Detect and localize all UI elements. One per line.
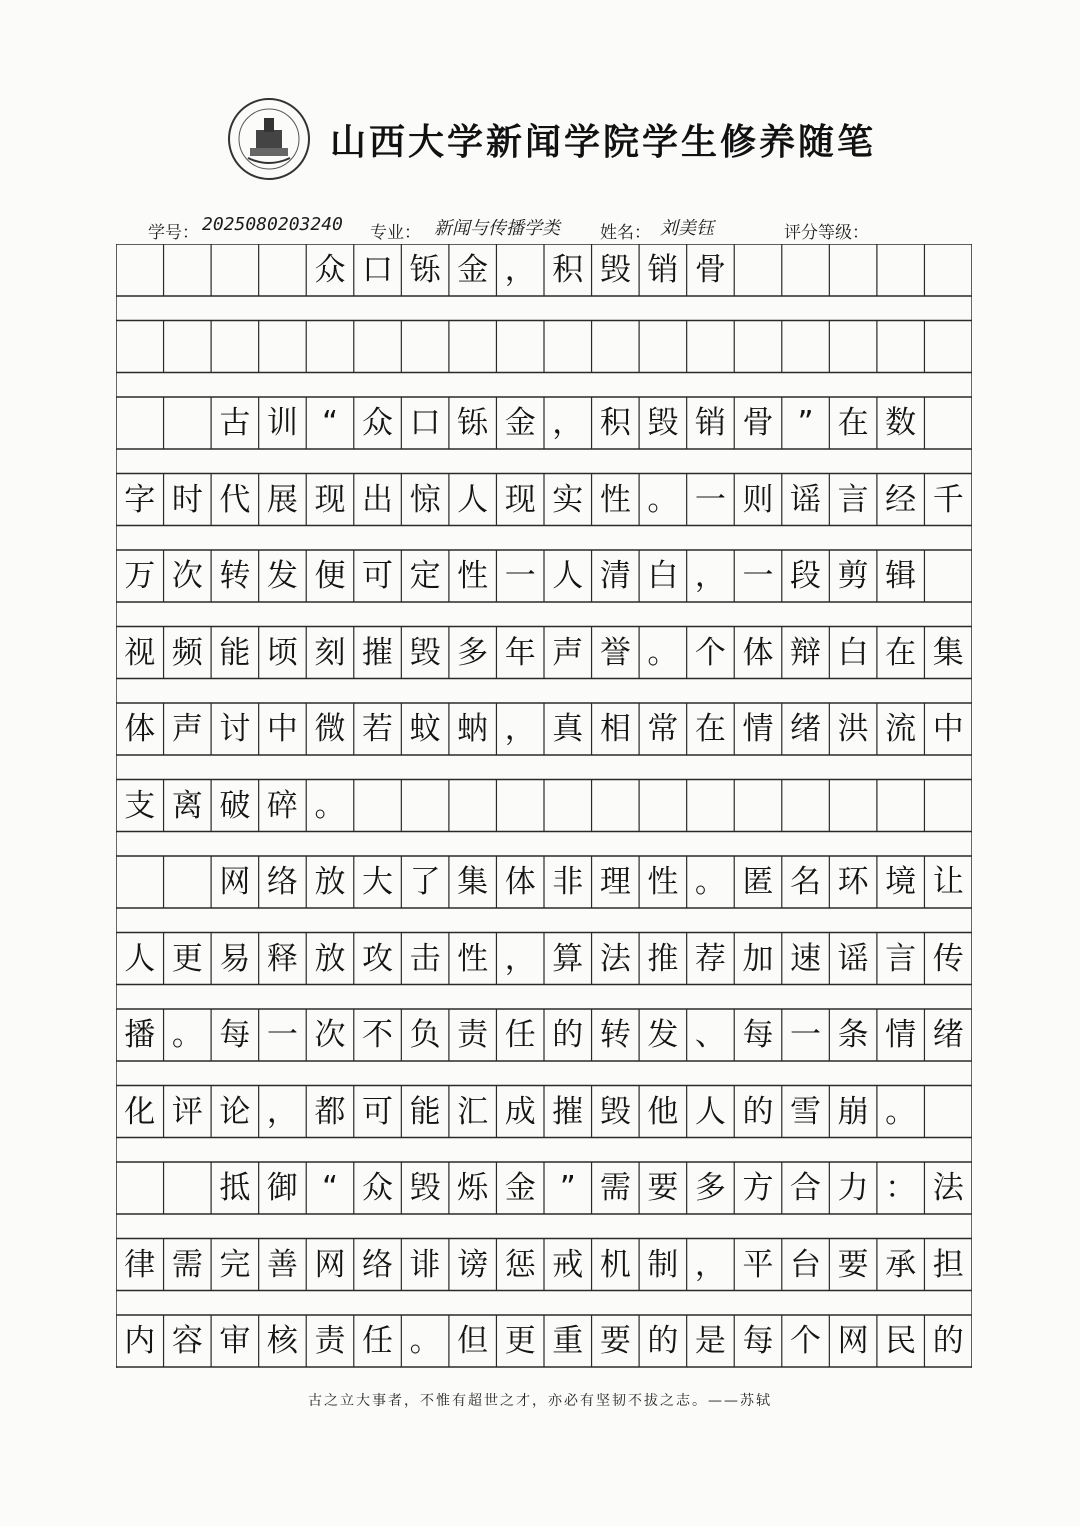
essay-char: ”	[559, 1170, 576, 1206]
essay-char: 力	[837, 1170, 869, 1206]
essay-char: 金	[504, 1170, 536, 1206]
essay-char: 次	[314, 1017, 346, 1053]
essay-char: 平	[742, 1246, 774, 1283]
essay-char: 民	[885, 1323, 917, 1359]
essay-char: 的	[647, 1323, 679, 1359]
essay-char: ，	[694, 558, 726, 594]
essay-char: 骨	[694, 252, 726, 288]
essay-row	[116, 1241, 972, 1289]
essay-char: 性	[599, 481, 631, 518]
essay-char: 一	[266, 1017, 298, 1053]
essay-row	[116, 1088, 972, 1136]
student-id-label: 学号：	[148, 223, 199, 243]
essay-char: 需	[599, 1170, 631, 1206]
essay-char: 集	[457, 864, 489, 900]
essay-char: 白	[647, 558, 679, 594]
essay-char: 诽	[409, 1246, 441, 1283]
essay-char: 多	[694, 1170, 726, 1206]
essay-char: 言	[885, 940, 917, 977]
essay-char: 性	[647, 864, 679, 900]
essay-char: “	[321, 1170, 339, 1206]
essay-char: 清	[599, 558, 631, 594]
essay-char: 崩	[837, 1093, 869, 1130]
essay-char: 非	[552, 864, 584, 900]
essay-char: 则	[742, 481, 774, 518]
essay-char: 万	[124, 558, 156, 594]
essay-row	[116, 1317, 972, 1365]
essay-char: 中	[932, 711, 964, 747]
footer-quote: 古之立大事者，不惟有超世之才，亦必有坚韧不拔之志。——苏轼	[308, 1393, 772, 1409]
essay-char: 众	[362, 405, 394, 441]
essay-char: ，	[266, 1093, 298, 1130]
essay-row	[116, 629, 972, 677]
university-emblem-icon	[226, 96, 312, 182]
essay-char: 承	[885, 1246, 917, 1283]
essay-char: 。	[171, 1017, 203, 1053]
essay-char: 谤	[457, 1246, 489, 1283]
sheet-title: 山西大学新闻学院学生修养随笔	[330, 121, 877, 163]
essay-char: 人	[124, 940, 156, 977]
essay-char: 放	[314, 864, 346, 900]
essay-char: 代	[219, 481, 251, 518]
essay-char: 完	[219, 1246, 251, 1283]
essay-char: 集	[932, 634, 964, 671]
essay-char: 摧	[552, 1093, 584, 1130]
essay-char: 任	[504, 1017, 536, 1053]
essay-char: 成	[504, 1093, 536, 1130]
essay-char: ，	[504, 940, 536, 977]
essay-char: 口	[409, 405, 441, 441]
essay-char: 视	[124, 634, 156, 671]
essay-char: 惊	[409, 481, 441, 518]
essay-char: 的	[742, 1093, 774, 1130]
essay-char: 他	[647, 1093, 679, 1130]
essay-char: 刻	[314, 634, 346, 671]
essay-char: 中	[266, 711, 298, 747]
essay-char: 法	[599, 940, 631, 977]
essay-char: 字	[124, 481, 156, 518]
essay-char: 每	[219, 1017, 251, 1053]
essay-char: 律	[124, 1246, 156, 1283]
essay-char: 。	[647, 634, 679, 671]
student-info-row	[148, 214, 928, 244]
essay-char: 重	[552, 1323, 584, 1359]
essay-char: 更	[504, 1323, 536, 1359]
essay-char: 白	[837, 634, 869, 671]
essay-char: 。	[885, 1093, 917, 1130]
essay-char: 境	[885, 864, 917, 900]
essay-char: 在	[837, 405, 869, 441]
essay-char: 的	[552, 1017, 584, 1053]
essay-char: 善	[266, 1246, 298, 1283]
essay-char: 制	[647, 1246, 679, 1283]
essay-char: 机	[599, 1246, 631, 1283]
essay-char: 现	[314, 481, 346, 518]
essay-char: 。	[314, 787, 346, 824]
essay-char: 匿	[742, 864, 774, 900]
essay-char: 台	[790, 1246, 822, 1283]
essay-char: 不	[362, 1017, 394, 1053]
essay-char: 放	[314, 940, 346, 977]
essay-char: 销	[647, 252, 679, 288]
essay-char: 一	[694, 481, 726, 518]
essay-char: 击	[409, 940, 441, 977]
essay-char: 评	[171, 1093, 203, 1130]
essay-char: 方	[742, 1170, 774, 1206]
essay-char: 毁	[599, 252, 631, 288]
essay-char: 数	[885, 405, 917, 441]
essay-char: 便	[314, 558, 346, 594]
essay-char: 蚊	[409, 711, 441, 747]
essay-char: 能	[409, 1093, 441, 1130]
essay-char: 相	[599, 711, 631, 747]
essay-char: ”	[797, 405, 814, 441]
essay-char: 发	[647, 1017, 679, 1053]
essay-char: 体	[124, 711, 156, 747]
essay-char: 雪	[790, 1093, 822, 1130]
essay-char: 绪	[790, 711, 822, 747]
essay-char: 化	[124, 1093, 156, 1130]
essay-char: 辩	[790, 634, 822, 671]
essay-char: 谣	[790, 481, 822, 518]
essay-char: 毁	[647, 405, 679, 441]
essay-char: 定	[409, 558, 441, 594]
essay-char: ，	[504, 252, 536, 288]
essay-char: 能	[219, 634, 251, 671]
essay-char: 绪	[932, 1017, 964, 1053]
essay-char: 要	[647, 1170, 679, 1206]
essay-char: 剪	[837, 558, 869, 594]
essay-row	[116, 476, 972, 524]
essay-char: 人	[552, 558, 584, 594]
essay-char: 抵	[219, 1170, 251, 1206]
student-id-value: 2025080203240	[202, 214, 343, 235]
essay-char: 速	[790, 940, 822, 977]
essay-char: 条	[837, 1017, 869, 1053]
grade-label: 评分等级：	[784, 223, 869, 243]
essay-char: 名	[790, 864, 822, 900]
essay-char: 核	[266, 1323, 298, 1359]
essay-char: 训	[266, 405, 298, 441]
essay-char: 声	[171, 711, 203, 747]
essay-char: ，	[504, 711, 536, 747]
essay-char: 论	[219, 1093, 251, 1130]
essay-char: 积	[599, 405, 631, 441]
essay-char: 毁	[409, 1170, 441, 1206]
essay-char: 常	[647, 711, 679, 747]
essay-char: 审	[219, 1323, 251, 1359]
essay-row	[116, 705, 972, 753]
essay-char: 讨	[219, 711, 251, 747]
essay-row	[116, 858, 972, 906]
essay-char: 古	[219, 405, 251, 441]
essay-char: 了	[409, 864, 441, 900]
essay-char: 释	[266, 940, 298, 977]
essay-char: ，	[552, 405, 584, 441]
essay-char: 声	[552, 634, 584, 671]
essay-char: 都	[314, 1093, 346, 1130]
essay-char: 更	[171, 940, 203, 977]
essay-char: 易	[219, 940, 251, 977]
essay-char: 体	[742, 634, 774, 671]
essay-char: 环	[837, 864, 869, 900]
essay-char: 摧	[362, 634, 394, 671]
essay-char: 要	[837, 1246, 869, 1283]
essay-char: 大	[362, 864, 394, 900]
essay-char: 毁	[599, 1093, 631, 1130]
essay-char: 传	[932, 940, 964, 977]
major-label: 专业：	[370, 223, 421, 243]
essay-char: 烁	[457, 1170, 489, 1206]
essay-char: 每	[742, 1323, 774, 1359]
essay-char: 理	[599, 864, 631, 900]
essay-char: 发	[266, 558, 298, 594]
essay-row	[116, 323, 972, 371]
essay-char: 众	[314, 252, 346, 288]
essay-char: 次	[171, 558, 203, 594]
essay-row	[116, 552, 972, 600]
essay-char: 容	[171, 1323, 203, 1359]
essay-char: 转	[219, 558, 251, 594]
essay-char: 销	[694, 405, 726, 441]
essay-char: 段	[790, 558, 822, 594]
essay-char: 网	[219, 864, 251, 900]
essay-char: 蚋	[457, 711, 489, 747]
essay-char: 经	[885, 481, 917, 518]
essay-char: 一	[742, 558, 774, 594]
essay-char: 但	[457, 1323, 489, 1359]
essay-char: 御	[266, 1170, 298, 1206]
essay-char: 可	[362, 558, 394, 594]
essay-char: 。	[647, 481, 679, 518]
essay-char: 担	[932, 1246, 964, 1283]
essay-char: 多	[457, 634, 489, 671]
essay-row	[116, 399, 972, 447]
essay-char: 汇	[457, 1093, 489, 1130]
essay-char: 的	[932, 1323, 964, 1359]
essay-char: 言	[837, 481, 869, 518]
essay-char: 碎	[266, 787, 298, 824]
essay-char: 口	[362, 252, 394, 288]
major-value: 新闻与传播学类	[434, 218, 560, 239]
essay-char: 。	[694, 864, 726, 900]
essay-row	[116, 935, 972, 983]
essay-char: 铄	[457, 405, 489, 441]
essay-char: 骨	[742, 405, 774, 441]
essay-char: 情	[885, 1017, 917, 1053]
essay-char: 个	[790, 1323, 822, 1359]
essay-char: 荐	[694, 940, 726, 977]
essay-char: 展	[266, 481, 298, 518]
essay-char: ，	[694, 1246, 726, 1283]
essay-char: 法	[932, 1170, 964, 1206]
essay-char: 转	[599, 1017, 631, 1053]
essay-char: 频	[171, 634, 203, 671]
essay-char: 需	[171, 1246, 203, 1283]
essay-char: 在	[885, 634, 917, 671]
essay-char: 体	[504, 864, 536, 900]
essay-char: 人	[694, 1093, 726, 1130]
essay-char: “	[321, 405, 339, 441]
essay-char: 支	[124, 787, 156, 824]
essay-char: 播	[124, 1017, 156, 1053]
essay-char: 流	[885, 711, 917, 747]
essay-char: 实	[552, 481, 584, 518]
essay-char: 可	[362, 1093, 394, 1130]
essay-char: 网	[837, 1323, 869, 1359]
essay-char: 辑	[885, 558, 917, 594]
essay-char: 人	[457, 481, 489, 518]
essay-char: 现	[504, 481, 536, 518]
essay-char: 负	[409, 1017, 441, 1053]
essay-char: ：	[885, 1170, 917, 1206]
essay-char: 算	[552, 940, 584, 977]
essay-char: 千	[932, 481, 964, 518]
essay-char: 推	[647, 940, 679, 977]
essay-row	[116, 782, 972, 830]
essay-char: 谣	[837, 940, 869, 977]
essay-char: 离	[171, 787, 203, 824]
essay-char: 网	[314, 1246, 346, 1283]
essay-char: 在	[694, 711, 726, 747]
essay-char: 真	[552, 711, 584, 747]
essay-char: 顷	[266, 634, 298, 671]
essay-char: 。	[409, 1323, 441, 1359]
essay-char: 出	[362, 481, 394, 518]
essay-char: 络	[266, 864, 298, 900]
essay-char: 金	[504, 405, 536, 441]
essay-char: 戒	[552, 1246, 584, 1283]
essay-char: 惩	[504, 1246, 536, 1283]
essay-char: 一	[504, 558, 536, 594]
essay-char: 合	[790, 1170, 822, 1206]
essay-char: 众	[362, 1170, 394, 1206]
essay-char: 攻	[362, 940, 394, 977]
essay-char: 让	[932, 864, 964, 900]
essay-char: 金	[457, 252, 489, 288]
essay-char: 铄	[409, 252, 441, 288]
essay-char: 情	[742, 711, 774, 747]
essay-char: 是	[694, 1323, 726, 1359]
essay-row	[116, 246, 972, 294]
essay-char: 一	[790, 1017, 822, 1053]
essay-char: 内	[124, 1323, 156, 1359]
essay-char: 破	[219, 787, 251, 824]
essay-char: 性	[457, 940, 489, 977]
essay-char: 责	[314, 1323, 346, 1359]
essay-char: 加	[742, 940, 774, 977]
essay-char: 誉	[599, 634, 631, 671]
essay-char: 毁	[409, 634, 441, 671]
essay-char: 个	[694, 634, 726, 671]
name-label: 姓名：	[600, 223, 651, 243]
essay-char: 任	[362, 1323, 394, 1359]
essay-row	[116, 1011, 972, 1059]
essay-char: 性	[457, 558, 489, 594]
name-value: 刘美钰	[660, 218, 714, 239]
essay-char: 若	[362, 711, 394, 747]
essay-char: 络	[362, 1246, 394, 1283]
essay-char: 责	[457, 1017, 489, 1053]
essay-char: 积	[552, 252, 584, 288]
essay-char: 微	[314, 711, 346, 747]
essay-char: 每	[742, 1017, 774, 1053]
essay-char: 时	[171, 481, 203, 518]
essay-row	[116, 1164, 972, 1212]
essay-char: 要	[599, 1323, 631, 1359]
essay-char: 年	[504, 634, 536, 671]
essay-char: 洪	[837, 711, 869, 747]
essay-char: 、	[694, 1017, 726, 1053]
